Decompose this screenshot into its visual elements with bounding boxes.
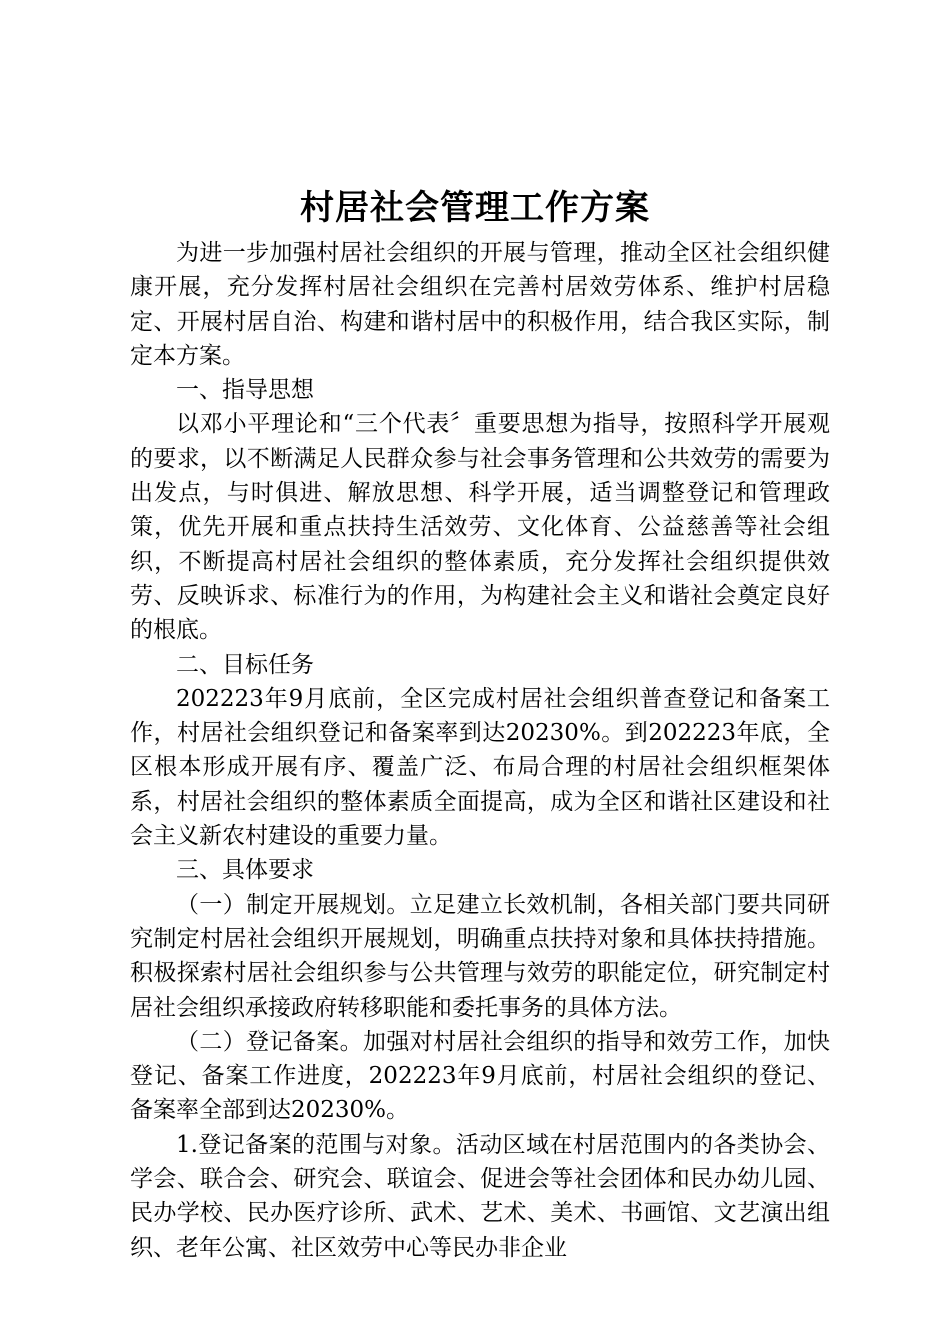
guiding-thought-paragraph: 以邓小平理论和“三个代表〞重要思想为指导，按照科学开展观的要求，以不断满足人民群众参与社会事务管理和公共效劳的需要为出发点，与时俱进、解放思想、科学开展，适当调整登记和管理政策，优先开展和重点扶持生活效劳、文化体育、公益慈善等社会组织，不断提高村居社会组织的整体素质，充分发挥社会组织提供效劳、反映诉求、标准行为的作用，为构建社会主义和谐社会奠定良好的根底。: [130, 411, 830, 644]
goals-paragraph: 202223年9月底前，全区完成村居社会组织普查登记和备案工作，村居社会组织登记和备案率到达20230%。到202223年底，全区根本形成开展有序、覆盖广泛、布局合理的村居社会组织框架体系，村居社会组织的整体素质全面提高，成为全区和谐社区建设和社会主义新农村建设的重要力量。: [130, 685, 830, 850]
document-title: 村居社会管理工作方案: [300, 188, 650, 228]
intro-paragraph: 为进一步加强村居社会组织的开展与管理，推动全区社会组织健康开展，充分发挥村居社会组织在完善村居效劳体系、维护村居稳定、开展村居自治、构建和谐村居中的积极作用，结合我区实际，制定本方案。: [130, 240, 830, 369]
requirement-planning-paragraph: （一）制定开展规划。立足建立长效机制，各相关部门要共同研究制定村居社会组织开展规划，明确重点扶持对象和具体扶持措施。积极探索村居社会组织参与公共管理与效劳的职能定位，研究制定村居社会组织承接政府转移职能和委托事务的具体方法。: [130, 891, 830, 1021]
registration-scope-paragraph: 1.登记备案的范围与对象。活动区域在村居范围内的各类协会、学会、联合会、研究会、联谊会、促进会等社会团体和民办幼儿园、民办学校、民办医疗诊所、武术、艺术、美术、书画馆、文艺演出组织、老年公寓、社区效劳中心等民办非企业: [130, 1131, 830, 1261]
section-heading-guiding-thought: 一、指导思想: [176, 377, 314, 404]
section-heading-goals: 二、目标任务: [176, 651, 314, 678]
section-heading-requirements: 三、具体要求: [176, 857, 314, 884]
document-body: [130, 236, 830, 1265]
requirement-registration-paragraph: （二）登记备案。加强对村居社会组织的指导和效劳工作，加快登记、备案工作进度，202223年9月底前，村居社会组织的登记、备案率全部到达20230%。: [130, 1028, 830, 1124]
